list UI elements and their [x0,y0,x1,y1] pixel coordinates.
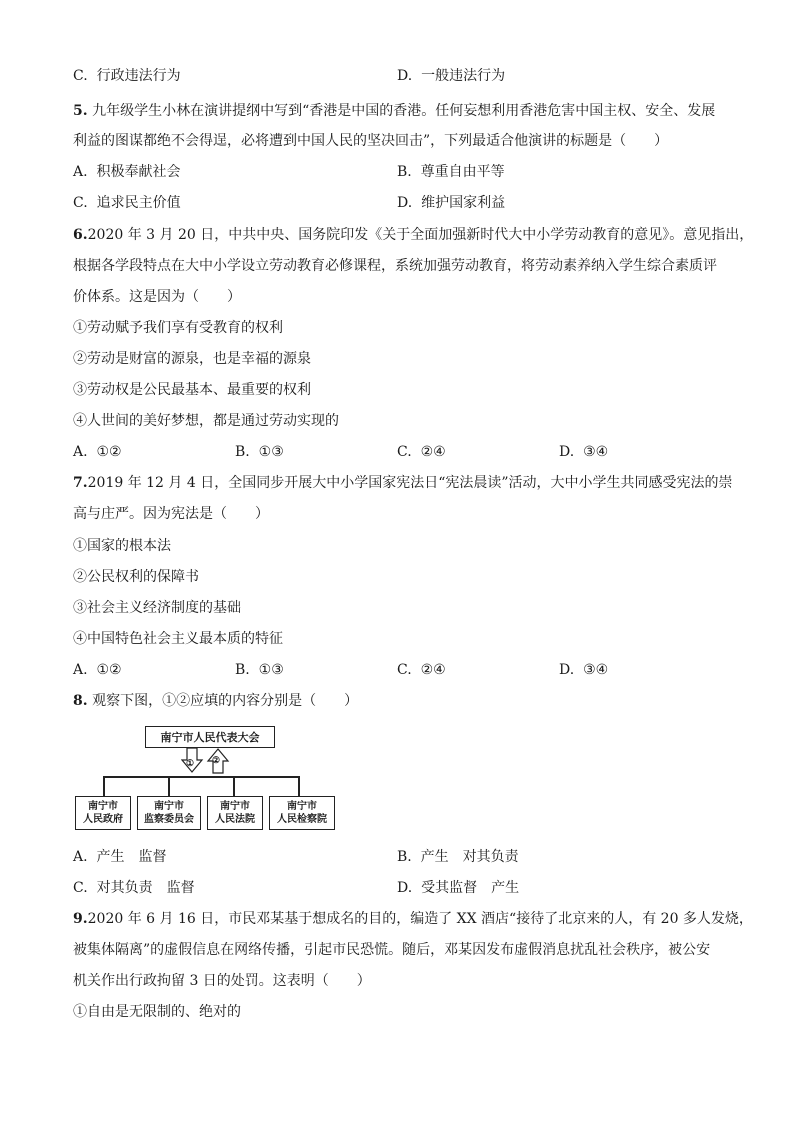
q5-option-d: D. 维护国家利益 [397,195,506,211]
diagram-connector [103,776,298,778]
q6-statement-3: ③劳动权是公民最基本、最重要的权利 [73,382,311,398]
q7-statement-4: ④中国特色社会主义最本质的特征 [73,631,283,647]
q6-option-a: A. ①② [73,444,122,460]
q4-option-d: D. 一般违法行为 [397,68,506,84]
q6-option-c: C. ②④ [397,444,446,460]
q8-diagram [73,726,343,836]
q7-statement-1: ①国家的根本法 [73,538,171,554]
q6-stem-line-2: 根据各学段特点在大中小学设立劳动教育必修课程，系统加强劳动教育，将劳动素养纳入学生综合素质评 [73,258,717,274]
q6-stem-line-3: 价体系。这是因为（ ） [73,289,241,305]
q7-option-b: B. ①③ [235,662,284,678]
q6-stem-line-1: 6.2020 年 3 月 20 日，中共中央、国务院印发《关于全面加强新时代大中小学劳动教育的意见》。意见指出， [73,227,754,243]
q7-statement-3: ③社会主义经济制度的基础 [73,600,241,616]
diagram-box-government: 南宁市 人民政府 [75,796,131,830]
q5-stem-line-1: 5. 九年级学生小林在演讲提纲中写到“香港是中国的香港。任何妄想利用香港危害中国主权、安全、发展 [73,103,716,119]
q9-stem-line-2: 被集体隔离”的虚假信息在网络传播，引起市民恐慌。随后，邓某因发布虚假消息扰乱社会秩序，被公安 [73,942,711,958]
q5-option-c: C. 追求民主价值 [73,195,181,211]
diagram-connector [103,776,105,796]
diagram-top-box: 南宁市人民代表大会 [145,726,275,748]
diagram-label-2: ② [212,756,221,766]
q5-option-b: B. 尊重自由平等 [397,164,505,180]
q4-option-c: C. 行政违法行为 [73,68,181,84]
q6-statement-2: ②劳动是财富的源泉，也是幸福的源泉 [73,351,311,367]
q9-stem-line-1: 9.2020 年 6 月 16 日，市民邓某基于想成名的目的，编造了 XX 酒店“接待了北京来的人，有 20 多人发烧， [73,911,753,927]
q8-stem: 8. 观察下图，①②应填的内容分别是（ ） [73,693,359,709]
diagram-label-1: ① [186,759,195,769]
q7-option-d: D. ③④ [559,662,609,678]
q5-option-a: A. 积极奉献社会 [73,164,181,180]
diagram-box-court: 南宁市 人民法院 [207,796,263,830]
q6-option-d: D. ③④ [559,444,609,460]
q9-statement-1: ①自由是无限制的、绝对的 [73,1004,241,1020]
q8-option-a: A. 产生 监督 [73,849,167,865]
diagram-box-procuratorate: 南宁市 人民检察院 [269,796,335,830]
q7-stem-line-2: 高与庄严。因为宪法是（ ） [73,506,269,522]
q7-option-c: C. ②④ [397,662,446,678]
diagram-box-supervision: 南宁市 监察委员会 [137,796,201,830]
q8-option-b: B. 产生 对其负责 [397,849,519,865]
q6-option-b: B. ①③ [235,444,284,460]
q8-option-c: C. 对其负责 监督 [73,880,195,896]
q6-statement-4: ④人世间的美好梦想，都是通过劳动实现的 [73,413,339,429]
q5-stem-line-2: 利益的图谋都绝不会得逞，必将遭到中国人民的坚决回击”，下列最适合他演讲的标题是（ ） [73,133,669,149]
q7-stem-line-1: 7.2019 年 12 月 4 日，全国同步开展大中小学国家宪法日“宪法晨读”活动，大中小学生共同感受宪法的崇 [73,475,733,491]
q9-stem-line-3: 机关作出行政拘留 3 日的处罚。这表明（ ） [73,973,371,989]
diagram-connector [298,776,300,796]
q7-statement-2: ②公民权利的保障书 [73,569,199,585]
q8-option-d: D. 受其监督 产生 [397,880,520,896]
q7-option-a: A. ①② [73,662,122,678]
q6-statement-1: ①劳动赋予我们享有受教育的权利 [73,320,283,336]
diagram-connector [233,776,235,796]
diagram-connector [168,776,170,796]
